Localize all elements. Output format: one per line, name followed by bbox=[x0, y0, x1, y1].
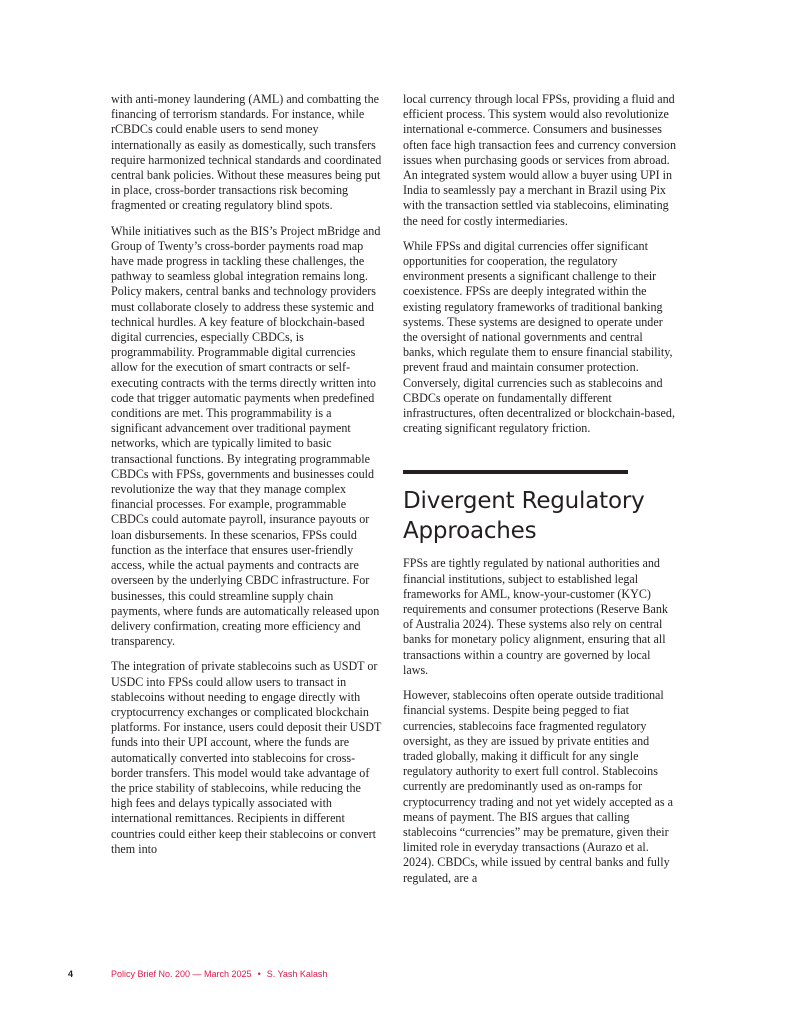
footer-publication: Policy Brief No. 200 — March 2025 bbox=[111, 969, 252, 979]
body-paragraph: local currency through local FPSs, providing a fluid and efficient process. This system would also revolutionize international e-commerce. Consumers and businesses often face high transaction fees and currency conversion issues when purchasing goods or services from abroad. An integrated system would allow a buyer using UPI in India to seamlessly pay a merchant in Brazil using Pix with the transaction settled via stablecoins, eliminating the need for costly intermediaries. bbox=[403, 92, 676, 228]
body-paragraph: While FPSs and digital currencies offer significant opportunities for cooperation, the regulatory environment presents a significant challenge to their coexistence. FPSs are deeply integrated within the existing regulatory frameworks of traditional banking systems. These systems are designed to operate under the oversight of national governments and central banks, which regulate them to ensure financial stability, prevent fraud and maintain consumer protection. Conversely, digital currencies such as stablecoins and CBDCs operate on fundamentally different infrastructures, often decentralized or blockchain-based, creating significant regulatory friction. bbox=[403, 238, 675, 436]
page-number: 4 bbox=[68, 969, 74, 979]
section-rule bbox=[403, 470, 628, 474]
footer-author: S. Yash Kalash bbox=[266, 969, 328, 979]
body-paragraph: with anti-money laundering (AML) and combatting the financing of terrorism standards. For instance, while rCBDCs could enable users to send money internationally as easily as domestically, such transfers require harmonized technical standards and coordinated central bank policies. Without these measures being put in place, cross-border transactions risk becoming fragmented or creating regulatory blind spots. bbox=[111, 92, 382, 213]
right-column bbox=[403, 92, 677, 896]
left-column bbox=[111, 92, 385, 867]
footer-bullet: • bbox=[257, 969, 261, 979]
section-heading: Divergent Regulatory Approaches bbox=[403, 488, 645, 545]
body-paragraph: While initiatives such as the BIS’s Project mBridge and Group of Twenty’s cross-border payments road map have made progress in tackling these challenges, the pathway to seamless global integration remains long. Policy makers, central banks and technology providers must collaborate closely to address these systemic and technical hurdles. A key feature of blockchain-based digital currencies, especially CBDCs, is programmability. Programmable digital currencies allow for the execution of smart contracts or self-executing contracts with the terms directly written into code that trigger automatic payments when predefined conditions are met. This programmability is a significant advancement over traditional payment networks, which are typically limited to basic transactional functions. By integrating programmable CBDCs with FPSs, governments and businesses could revolutionize the way that they manage complex financial processes. For example, programmable CBDCs could automate payroll, insurance payouts or loan disbursements. In these scenarios, FPSs could function as the interface that ensures user-friendly access, while the actual payments and contracts are overseen by the underlying CBDC infrastructure. For businesses, this could streamline supply chain payments, where funds are automatically released upon delivery confirmation, creating more efficiency and transparency. bbox=[111, 223, 381, 649]
body-paragraph: The integration of private stablecoins such as USDT or USDC into FPSs could allow users to transact in stablecoins without needing to engage directly with cryptocurrency exchanges or complicated blockchain platforms. For instance, users could deposit their USDT funds into their UPI account, where the funds are automatically converted into stablecoins for cross-border transfers. This model would take advantage of the price stability of stablecoins, while reducing the high fees and delays typically associated with international remittances. Recipients in different countries could either keep their stablecoins or convert them into bbox=[111, 659, 382, 856]
body-paragraph: FPSs are tightly regulated by national authorities and financial institutions, subject to established legal frameworks for AML, know-your-customer (KYC) requirements and consumer protections (Reserve Bank of Australia 2024). These systems also rely on central banks for monetary policy alignment, ensuring that all transactions within a country are governed by local laws. bbox=[403, 556, 668, 677]
body-paragraph: However, stablecoins often operate outside traditional financial systems. Despite being pegged to fiat currencies, stablecoins face fragmented regulatory oversight, as they are issued by private entities and traded globally, making it difficult for any single regulatory authority to exert full control. Stablecoins currently are predominantly used as on-ramps for cryptocurrency trading and not yet widely accepted as a means of payment. The BIS argues that calling stablecoins “currencies” may be premature, given their limited role in everyday transactions (Aurazo et al. 2024). CBDCs, while issued by central banks and fully regulated, are a bbox=[403, 688, 673, 885]
footer-running-head bbox=[111, 969, 327, 980]
